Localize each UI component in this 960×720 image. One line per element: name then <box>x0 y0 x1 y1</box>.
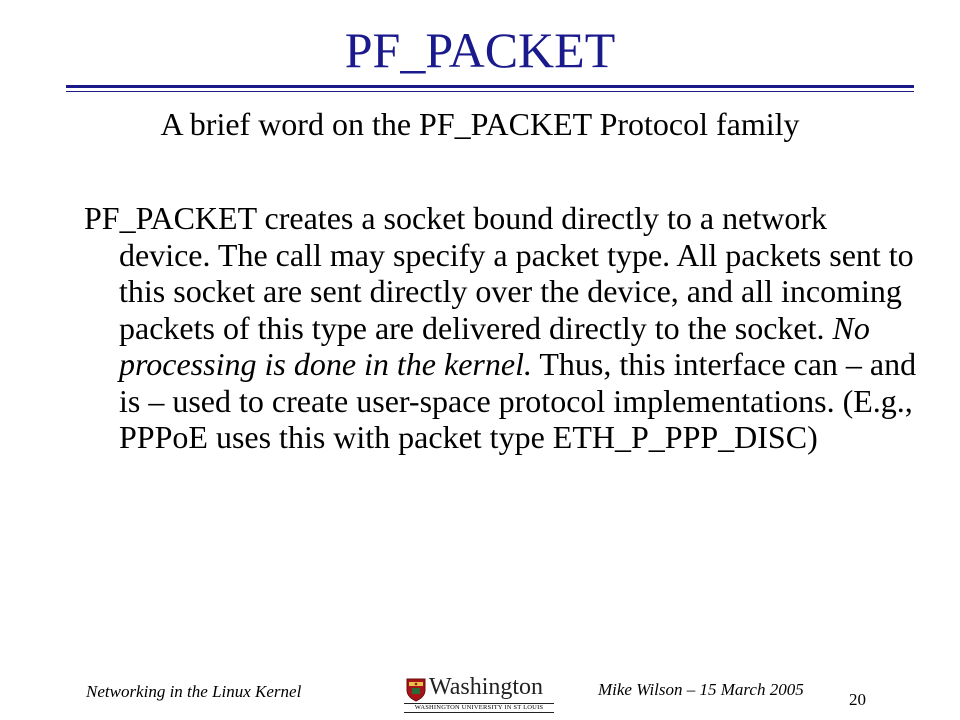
slide-subtitle: A brief word on the PF_PACKET Protocol family <box>160 106 800 142</box>
body-emphasis: No processing is done in the kernel. <box>119 309 870 382</box>
university-logo <box>404 676 556 714</box>
footer-course-title: Networking in the Linux Kernel <box>86 682 302 701</box>
body-text-part2: Thus, this interface can – and is – used to create user-space protocol implementations. (E.g., PPPoE uses this with packet type ETH_P_PPP_DISC) <box>119 346 917 455</box>
slide-title: PF_PACKET <box>344 22 616 78</box>
body-paragraph <box>84 200 919 456</box>
logo-wordmark: Washington <box>429 674 544 700</box>
title-underline <box>66 85 914 88</box>
body-text-part1: PF_PACKET creates a socket bound directly to a network device. The call may specify a packet type. All packets sent to this socket are sent directly over the device, and all incoming packets of this type are delivered directly to the socket. <box>84 200 914 346</box>
footer-author-date: Mike Wilson – 15 March 2005 <box>598 680 804 699</box>
slide-number: 20 <box>849 690 866 709</box>
title-underline-thin <box>66 91 914 92</box>
logo-subtitle: WASHINGTON UNIVERSITY IN ST LOUIS <box>404 703 554 713</box>
washington-university-shield-icon <box>406 678 426 702</box>
